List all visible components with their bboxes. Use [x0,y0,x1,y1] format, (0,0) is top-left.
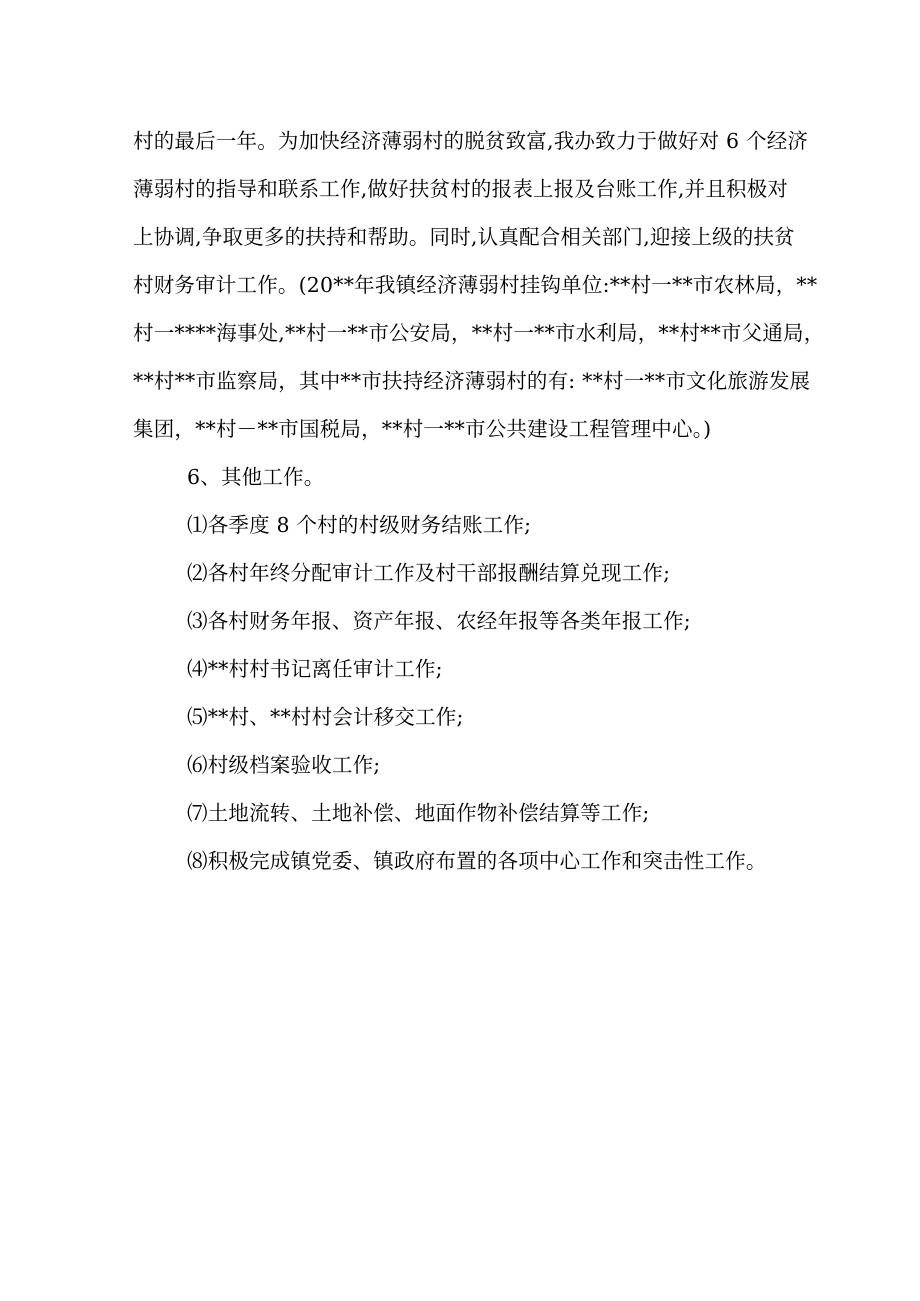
list-item-1: ⑴各季度 8 个村的村级财务结账工作; [187,513,532,537]
list-item-4: ⑷**村村书记离任审计工作; [187,657,443,681]
list-item-8: ⑻积极完成镇党委、镇政府布置的各项中心工作和突击性工作。 [187,849,767,873]
paragraph-line-7: 集团，**村－**市国税局，**村一**市公共建设工程管理中心。) [133,417,712,441]
paragraph-line-5: 村一****海事处,**村一**市公安局，**村一**市水利局，**村**市父通局， [133,321,825,345]
paragraph-line-2: 薄弱村的指导和联系工作,做好扶贫村的报表上报及台账工作,并且积极对 [133,177,789,201]
paragraph-line-6: **村**市监察局，其中**市扶持经济薄弱村的有: **村一**市文化旅游发展 [133,369,811,393]
list-item-6: ⑹村级档案验收工作; [187,753,381,777]
list-item-5: ⑸**村、**村村会计移交工作; [187,705,464,729]
section-heading: 6、其他工作。 [187,465,325,489]
paragraph-line-3: 上协调,争取更多的扶持和帮助。同时,认真配合相关部门,迎接上级的扶贫 [133,225,795,249]
paragraph-line-1: 村的最后一年。为加快经济薄弱村的脱贫致富,我办致力于做好对 6 个经济 [133,129,809,153]
list-item-7: ⑺土地流转、土地补偿、地面作物补偿结算等工作; [187,801,650,825]
list-item-3: ⑶各村财务年报、资产年报、农经年报等各类年报工作; [187,609,691,633]
list-item-2: ⑵各村年终分配审计工作及村干部报酬结算兑现工作; [187,561,671,585]
paragraph-line-4: 村财务审计工作。(20**年我镇经济薄弱村挂钩单位:**村一**市农林局，** [133,273,818,297]
